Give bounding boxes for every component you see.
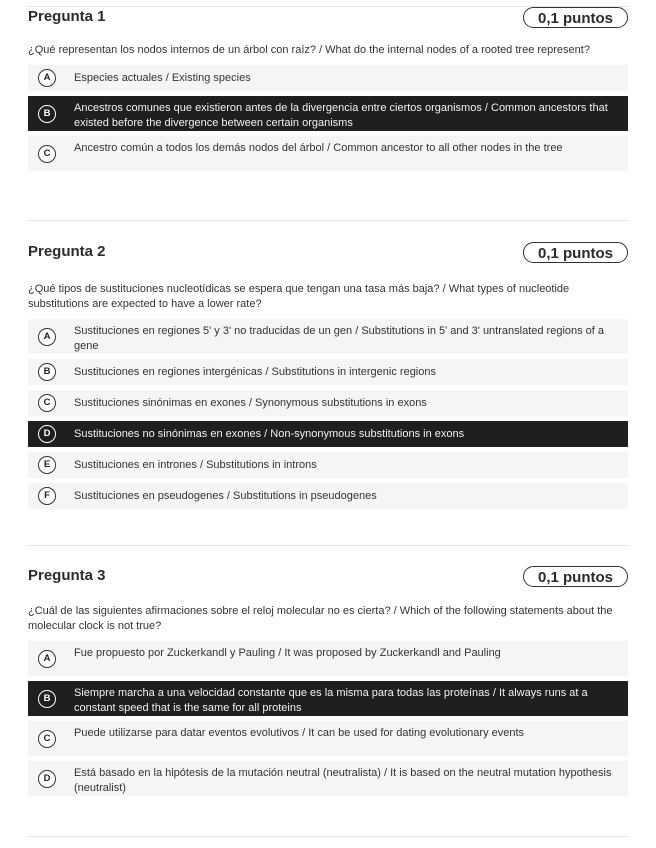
points-badge: 0,1 puntos [523,566,628,587]
option-b[interactable] [28,359,628,385]
option-text: Sustituciones sinónimas en exones / Synonymous substitutions in exons [74,397,427,409]
question-divider [28,220,628,221]
option-c[interactable] [28,721,628,756]
option-letter-badge: A [38,69,56,87]
option-a[interactable] [28,641,628,676]
option-text: Está basado en la hipótesis de la mutación neutral (neutralista) / It is based on the neutral mutation hypothesis (neutralist) [74,767,612,794]
options-list [28,641,628,796]
option-text: Puede utilizarse para datar eventos evolutivos / It can be used for dating evolutionary events [74,727,525,739]
question-1 [28,7,628,176]
option-d[interactable] [28,761,628,796]
question-header [28,242,628,266]
option-text: Especies actuales / Existing species [74,72,251,84]
question-title: Pregunta 3 [28,567,106,584]
option-letter-badge: A [38,650,56,668]
option-b[interactable] [28,96,628,131]
option-text: Sustituciones en pseudogenes / Substitutions in pseudogenes [74,490,377,502]
option-a[interactable] [28,319,628,354]
question-text: ¿Qué representan los nodos internos de un árbol con raíz? / What do the internal nodes of a rooted tree represent? [28,44,590,56]
option-letter-badge: C [38,730,56,748]
question-2 [28,242,628,514]
option-text: Fue propuesto por Zuckerkandl y Pauling / It was proposed by Zuckerkandl and Pauling [74,647,501,659]
option-letter-badge: C [38,394,56,412]
option-letter-badge: E [38,456,56,474]
option-letter-badge: B [38,690,56,708]
options-list [28,319,628,509]
option-b[interactable] [28,681,628,716]
question-title: Pregunta 1 [28,8,106,25]
option-d[interactable] [28,421,628,447]
option-letter-badge: B [38,105,56,123]
option-c[interactable] [28,136,628,171]
points-badge: 0,1 puntos [523,7,628,28]
question-divider [28,836,628,837]
option-a[interactable] [28,65,628,91]
option-letter-badge: A [38,328,56,346]
option-text: Sustituciones no sinónimas en exones / Non-synonymous substitutions in exons [74,428,465,440]
options-list [28,65,628,171]
question-title: Pregunta 2 [28,243,106,260]
option-text: Siempre marcha a una velocidad constante que es la misma para todas las proteínas / It always runs at a constant speed that is the same for all proteins [74,687,588,714]
option-letter-badge: D [38,770,56,788]
question-header [28,7,628,31]
option-text: Sustituciones en intrones / Substitutions in introns [74,459,317,471]
option-c[interactable] [28,390,628,416]
question-divider [28,545,628,546]
question-header [28,566,628,590]
option-letter-badge: B [38,363,56,381]
option-text: Sustituciones en regiones intergénicas / Substitutions in intergenic regions [74,366,436,378]
option-letter-badge: C [38,145,56,163]
question-3 [28,566,628,801]
option-text: Sustituciones en regiones 5' y 3' no traducidas de un gen / Substitutions in 5' and 3' untranslated regions of a gene [74,325,605,352]
option-e[interactable] [28,452,628,478]
option-f[interactable] [28,483,628,509]
question-text: ¿Cuál de las siguientes afirmaciones sobre el reloj molecular no es cierta? / Which of the following statements about the molecular clock is not true? [28,605,613,632]
option-text: Ancestros comunes que existieron antes de la divergencia entre ciertos organismos / Common ancestors that existed before the divergence between certain organisms [74,102,608,129]
option-letter-badge: D [38,425,56,443]
option-text: Ancestro común a todos los demás nodos del árbol / Common ancestor to all other nodes in the tree [74,142,563,154]
points-badge: 0,1 puntos [523,242,628,263]
question-text: ¿Qué tipos de sustituciones nucleotídicas se espera que tengan una tasa más baja? / What types of nucleotide substitutions are expected to have a lower rate? [28,283,570,310]
option-letter-badge: F [38,487,56,505]
